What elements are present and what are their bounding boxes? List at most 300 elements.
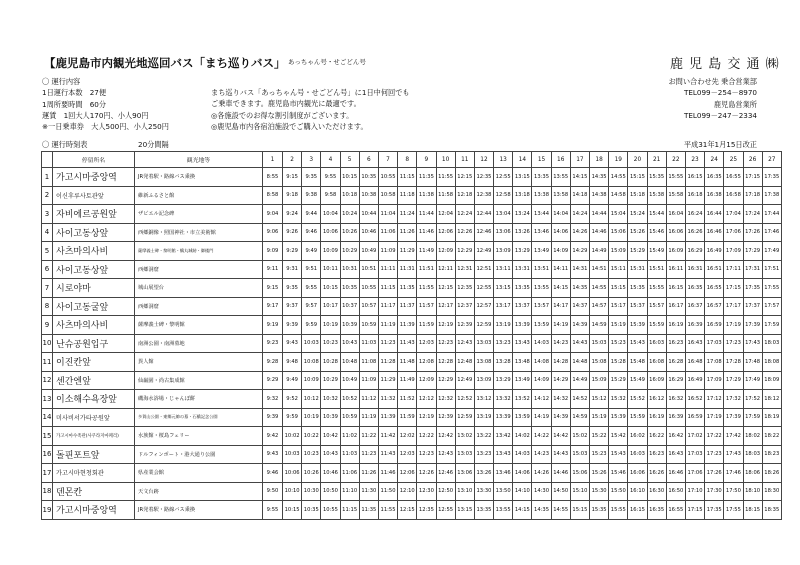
departure-time: 12:32 bbox=[436, 390, 455, 409]
departure-time: 14:06 bbox=[551, 223, 570, 242]
stop-name: 사츠마의사비 bbox=[53, 242, 135, 261]
departure-time: 14:03 bbox=[532, 334, 551, 353]
departure-time: 12:19 bbox=[417, 408, 436, 427]
departure-time: 11:39 bbox=[398, 316, 417, 335]
departure-time: 13:15 bbox=[513, 168, 532, 187]
departure-time: 13:06 bbox=[455, 464, 474, 483]
table-row bbox=[42, 242, 782, 261]
departure-time: 16:55 bbox=[724, 168, 743, 187]
stop-number: 15 bbox=[42, 427, 53, 446]
departure-time: 12:29 bbox=[455, 242, 474, 261]
departure-time: 10:50 bbox=[321, 482, 340, 501]
departure-time: 14:55 bbox=[551, 501, 570, 520]
stop-name: 난슈공원입구 bbox=[53, 334, 135, 353]
departure-time: 10:49 bbox=[340, 371, 359, 390]
departure-time: 12:15 bbox=[398, 501, 417, 520]
departure-time: 16:51 bbox=[705, 260, 724, 279]
departure-time: 16:10 bbox=[628, 482, 647, 501]
header-number bbox=[42, 152, 53, 168]
departure-time: 14:39 bbox=[570, 316, 589, 335]
departure-time: 10:29 bbox=[321, 371, 340, 390]
departure-time: 12:02 bbox=[398, 427, 417, 446]
departure-time: 16:46 bbox=[666, 464, 685, 483]
departure-time: 14:55 bbox=[609, 168, 628, 187]
departure-time: 9:31 bbox=[283, 260, 302, 279]
departure-time: 11:22 bbox=[359, 427, 378, 446]
header-run-number: 9 bbox=[417, 152, 436, 168]
stop-name: 센간엔앞 bbox=[53, 371, 135, 390]
stop-name: 가고시마현청회관 bbox=[53, 464, 135, 483]
departure-time: 13:03 bbox=[474, 334, 493, 353]
departure-time: 9:59 bbox=[302, 316, 321, 335]
departure-time: 17:35 bbox=[705, 501, 724, 520]
departure-time: 12:03 bbox=[398, 445, 417, 464]
departure-time: 18:06 bbox=[743, 464, 762, 483]
landmark: 西郷銅像・照国神社・市立美術館 bbox=[135, 223, 263, 242]
departure-time: 15:09 bbox=[609, 242, 628, 261]
departure-time: 17:08 bbox=[705, 353, 724, 372]
departure-time: 13:31 bbox=[513, 260, 532, 279]
departure-time: 16:24 bbox=[685, 205, 704, 224]
departure-time: 18:10 bbox=[743, 482, 762, 501]
departure-time: 13:23 bbox=[494, 334, 513, 353]
stop-name: 미사비서가타공원앞 bbox=[53, 408, 135, 427]
departure-time: 15:28 bbox=[609, 353, 628, 372]
departure-time: 17:39 bbox=[724, 408, 743, 427]
departure-time: 12:50 bbox=[436, 482, 455, 501]
departure-time: 18:15 bbox=[743, 501, 762, 520]
departure-time: 12:26 bbox=[455, 223, 474, 242]
departure-time: 17:12 bbox=[705, 390, 724, 409]
departure-time: 13:09 bbox=[494, 242, 513, 261]
departure-time: 11:52 bbox=[398, 390, 417, 409]
departure-time: 15:35 bbox=[647, 168, 666, 187]
departure-time: 12:26 bbox=[417, 464, 436, 483]
departure-time: 16:08 bbox=[647, 353, 666, 372]
departure-time: 12:49 bbox=[455, 371, 474, 390]
departure-time: 16:19 bbox=[666, 316, 685, 335]
departure-time: 14:31 bbox=[570, 260, 589, 279]
departure-time: 14:19 bbox=[532, 408, 551, 427]
departure-time: 10:59 bbox=[340, 408, 359, 427]
header-run-number: 14 bbox=[513, 152, 532, 168]
departure-time: 15:55 bbox=[666, 168, 685, 187]
departure-time: 11:04 bbox=[378, 205, 397, 224]
departure-time: 13:39 bbox=[513, 316, 532, 335]
departure-time: 12:46 bbox=[436, 464, 455, 483]
landmark: 西郷洞窟 bbox=[135, 297, 263, 316]
departure-time: 13:10 bbox=[455, 482, 474, 501]
departure-time: 11:43 bbox=[398, 334, 417, 353]
departure-time: 9:58 bbox=[321, 186, 340, 205]
stop-number: 11 bbox=[42, 353, 53, 372]
departure-time: 16:59 bbox=[705, 316, 724, 335]
departure-time: 16:46 bbox=[705, 223, 724, 242]
departure-time: 10:10 bbox=[283, 482, 302, 501]
table-row bbox=[42, 334, 782, 353]
stop-name: 이소해수욕장앞 bbox=[53, 390, 135, 409]
departure-time: 12:55 bbox=[474, 279, 493, 298]
departure-time: 17:31 bbox=[743, 260, 762, 279]
departure-time: 16:35 bbox=[685, 279, 704, 298]
departure-time: 9:42 bbox=[263, 427, 283, 446]
departure-time: 17:19 bbox=[724, 316, 743, 335]
departure-time: 10:09 bbox=[302, 371, 321, 390]
departure-time: 17:55 bbox=[724, 501, 743, 520]
departure-time: 13:22 bbox=[474, 427, 493, 446]
departure-time: 12:51 bbox=[474, 260, 493, 279]
departure-time: 15:15 bbox=[570, 501, 589, 520]
table-row bbox=[42, 501, 782, 520]
departure-time: 17:42 bbox=[724, 427, 743, 446]
stop-number: 17 bbox=[42, 464, 53, 483]
header-run-number: 8 bbox=[398, 152, 417, 168]
departure-time: 11:59 bbox=[417, 316, 436, 335]
departure-time: 13:03 bbox=[455, 445, 474, 464]
departure-time: 15:10 bbox=[570, 482, 589, 501]
departure-time: 10:39 bbox=[340, 316, 359, 335]
departure-time: 13:29 bbox=[513, 242, 532, 261]
departure-time: 15:02 bbox=[570, 427, 589, 446]
departure-time: 12:22 bbox=[417, 427, 436, 446]
departure-time: 11:15 bbox=[398, 168, 417, 187]
departure-time: 11:19 bbox=[378, 316, 397, 335]
departure-time: 17:46 bbox=[762, 223, 781, 242]
departure-time: 14:12 bbox=[532, 390, 551, 409]
departure-time: 13:09 bbox=[474, 371, 493, 390]
departure-time: 14:18 bbox=[570, 186, 589, 205]
header-run-number: 25 bbox=[724, 152, 743, 168]
departure-time: 13:58 bbox=[551, 186, 570, 205]
departure-time: 17:11 bbox=[724, 260, 743, 279]
header-run-number: 19 bbox=[609, 152, 628, 168]
header-run-number: 26 bbox=[743, 152, 762, 168]
departure-time: 15:29 bbox=[609, 371, 628, 390]
departure-time: 14:48 bbox=[570, 353, 589, 372]
departure-time: 13:39 bbox=[494, 408, 513, 427]
departure-time: 17:23 bbox=[705, 445, 724, 464]
departure-time: 12:08 bbox=[417, 353, 436, 372]
departure-time: 14:44 bbox=[590, 205, 609, 224]
departure-time: 17:10 bbox=[685, 482, 704, 501]
service-info bbox=[42, 76, 169, 132]
departure-time: 10:08 bbox=[302, 353, 321, 372]
departure-time: 15:03 bbox=[570, 445, 589, 464]
departure-time: 10:46 bbox=[359, 223, 378, 242]
table-row bbox=[42, 223, 782, 242]
departure-time: 13:32 bbox=[494, 390, 513, 409]
departure-time: 16:49 bbox=[685, 371, 704, 390]
departure-time: 10:19 bbox=[302, 408, 321, 427]
departure-time: 17:23 bbox=[724, 334, 743, 353]
departure-time: 9:48 bbox=[283, 353, 302, 372]
departure-time: 17:09 bbox=[724, 242, 743, 261]
departure-time: 13:46 bbox=[494, 464, 513, 483]
departure-time: 15:38 bbox=[647, 186, 666, 205]
departure-time: 10:02 bbox=[283, 427, 302, 446]
stop-number: 18 bbox=[42, 482, 53, 501]
stop-name: 이신후루사토관앞 bbox=[53, 186, 135, 205]
departure-time: 11:35 bbox=[398, 279, 417, 298]
departure-time: 10:15 bbox=[321, 279, 340, 298]
departure-time: 9:15 bbox=[283, 168, 302, 187]
departure-time: 13:15 bbox=[494, 279, 513, 298]
departure-time: 11:51 bbox=[417, 260, 436, 279]
departure-time: 12:04 bbox=[436, 205, 455, 224]
departure-time: 14:19 bbox=[551, 316, 570, 335]
departure-time: 15:50 bbox=[609, 482, 628, 501]
page-title: 【鹿児島市内観光地巡回バス「まち巡りバス」 bbox=[44, 56, 286, 70]
departure-time: 12:23 bbox=[417, 445, 436, 464]
departure-time: 12:59 bbox=[474, 316, 493, 335]
departure-time: 12:19 bbox=[436, 316, 455, 335]
pass-info-line: まち巡りバス「あっちゃん号・せごどん号」に1日中何回でも bbox=[211, 88, 410, 97]
departure-time: 15:46 bbox=[609, 464, 628, 483]
departure-time: 16:22 bbox=[647, 427, 666, 446]
header-stop: 停留所名 bbox=[53, 152, 135, 168]
departure-time: 15:59 bbox=[628, 408, 647, 427]
stop-number: 6 bbox=[42, 260, 53, 279]
departure-time: 13:30 bbox=[474, 482, 493, 501]
header-run-number: 13 bbox=[494, 152, 513, 168]
departure-time: 9:57 bbox=[302, 297, 321, 316]
table-row bbox=[42, 390, 782, 409]
landmark: JR発着駅・路線バス乗換 bbox=[135, 501, 263, 520]
departure-time: 15:44 bbox=[647, 205, 666, 224]
departure-time: 14:09 bbox=[551, 242, 570, 261]
departure-time: 13:43 bbox=[513, 334, 532, 353]
departure-time: 14:09 bbox=[532, 371, 551, 390]
departure-time: 14:23 bbox=[532, 445, 551, 464]
departure-time: 10:55 bbox=[321, 501, 340, 520]
departure-time: 9:19 bbox=[263, 316, 283, 335]
departure-time: 10:17 bbox=[321, 297, 340, 316]
departure-time: 15:26 bbox=[590, 464, 609, 483]
departure-time: 10:37 bbox=[340, 297, 359, 316]
departure-time: 9:38 bbox=[302, 186, 321, 205]
departure-time: 15:12 bbox=[590, 390, 609, 409]
departure-time: 16:12 bbox=[647, 390, 666, 409]
departure-time: 17:19 bbox=[705, 408, 724, 427]
departure-time: 14:29 bbox=[551, 371, 570, 390]
departure-time: 9:49 bbox=[283, 371, 302, 390]
header-run-number: 17 bbox=[570, 152, 589, 168]
departure-time: 10:35 bbox=[302, 501, 321, 520]
departure-time: 11:02 bbox=[340, 427, 359, 446]
departure-time: 14:11 bbox=[551, 260, 570, 279]
departure-time: 16:09 bbox=[647, 371, 666, 390]
departure-time: 14:02 bbox=[513, 427, 532, 446]
departure-time: 14:06 bbox=[513, 464, 532, 483]
departure-time: 13:08 bbox=[474, 353, 493, 372]
departure-time: 12:55 bbox=[494, 168, 513, 187]
stop-name: 시로야마 bbox=[53, 279, 135, 298]
departure-time: 17:38 bbox=[762, 186, 781, 205]
departure-time: 13:59 bbox=[532, 316, 551, 335]
departure-time: 16:39 bbox=[666, 408, 685, 427]
departure-time: 13:24 bbox=[513, 205, 532, 224]
departure-time: 13:44 bbox=[532, 205, 551, 224]
departure-time: 10:11 bbox=[321, 260, 340, 279]
landmark: 城山展望台 bbox=[135, 279, 263, 298]
departure-time: 13:59 bbox=[513, 408, 532, 427]
departure-time: 10:38 bbox=[359, 186, 378, 205]
departure-time: 16:18 bbox=[685, 186, 704, 205]
departure-time: 16:55 bbox=[666, 501, 685, 520]
departure-time: 17:57 bbox=[762, 297, 781, 316]
departure-time: 16:17 bbox=[666, 297, 685, 316]
day-pass: ※一日乗車券 大人500円、小人250円 bbox=[42, 122, 169, 132]
table-row bbox=[42, 168, 782, 187]
departure-time: 8:58 bbox=[263, 186, 283, 205]
contact-office: 鹿児島営業所 bbox=[713, 99, 757, 109]
header-run-number: 22 bbox=[666, 152, 685, 168]
departure-time: 18:09 bbox=[762, 371, 781, 390]
departure-time: 12:49 bbox=[474, 242, 493, 261]
departure-time: 17:51 bbox=[762, 260, 781, 279]
timetable bbox=[41, 151, 782, 520]
departure-time: 16:48 bbox=[685, 353, 704, 372]
departure-time: 18:30 bbox=[762, 482, 781, 501]
table-row bbox=[42, 279, 782, 298]
departure-time: 10:52 bbox=[340, 390, 359, 409]
departure-time: 10:22 bbox=[302, 427, 321, 446]
departure-time: 12:35 bbox=[455, 279, 474, 298]
departure-time: 17:29 bbox=[724, 371, 743, 390]
departure-time: 9:17 bbox=[263, 297, 283, 316]
departure-time: 17:49 bbox=[743, 371, 762, 390]
departure-time: 10:28 bbox=[321, 353, 340, 372]
departure-time: 14:55 bbox=[590, 279, 609, 298]
departure-time: 16:32 bbox=[666, 390, 685, 409]
departure-time: 9:06 bbox=[263, 223, 283, 242]
table-row bbox=[42, 445, 782, 464]
departure-time: 11:35 bbox=[359, 501, 378, 520]
departure-time: 16:09 bbox=[666, 242, 685, 261]
departure-time: 14:51 bbox=[590, 260, 609, 279]
departure-time: 11:35 bbox=[417, 168, 436, 187]
departure-time: 13:38 bbox=[532, 186, 551, 205]
departure-time: 15:32 bbox=[609, 390, 628, 409]
departure-time: 15:49 bbox=[628, 371, 647, 390]
departure-time: 13:42 bbox=[494, 427, 513, 446]
departure-time: 18:23 bbox=[762, 445, 781, 464]
departure-time: 16:35 bbox=[705, 168, 724, 187]
landmark: 維新ふるさと館 bbox=[135, 186, 263, 205]
departure-time: 12:44 bbox=[474, 205, 493, 224]
table-row bbox=[42, 371, 782, 390]
departure-time: 17:32 bbox=[724, 390, 743, 409]
departure-time: 15:39 bbox=[609, 408, 628, 427]
departure-time: 15:23 bbox=[590, 445, 609, 464]
departure-time: 10:43 bbox=[340, 334, 359, 353]
header-run-number: 18 bbox=[590, 152, 609, 168]
stop-name: 가고시마중앙역 bbox=[53, 501, 135, 520]
bus-names: あっちゃん号・せごどん号 bbox=[288, 58, 366, 66]
departure-time: 10:57 bbox=[359, 297, 378, 316]
departure-time: 14:08 bbox=[532, 353, 551, 372]
departure-time: 13:50 bbox=[494, 482, 513, 501]
departure-time: 15:55 bbox=[647, 279, 666, 298]
departure-time: 10:44 bbox=[359, 205, 378, 224]
departure-time: 17:59 bbox=[743, 408, 762, 427]
departure-time: 17:29 bbox=[743, 242, 762, 261]
departure-time: 17:52 bbox=[743, 390, 762, 409]
departure-time: 11:57 bbox=[417, 297, 436, 316]
departure-time: 15:59 bbox=[647, 316, 666, 335]
departure-time: 17:50 bbox=[724, 482, 743, 501]
departure-time: 11:29 bbox=[378, 371, 397, 390]
departure-time: 15:18 bbox=[628, 186, 647, 205]
departure-time: 15:48 bbox=[628, 353, 647, 372]
departure-time: 10:46 bbox=[321, 464, 340, 483]
departure-time: 10:12 bbox=[302, 390, 321, 409]
departure-time: 14:46 bbox=[590, 223, 609, 242]
departure-time: 10:48 bbox=[340, 353, 359, 372]
company-name: 鹿 児 島 交 通 ㈱ bbox=[670, 57, 780, 72]
departure-time: 12:29 bbox=[436, 371, 455, 390]
table-row bbox=[42, 482, 782, 501]
departure-time: 9:18 bbox=[283, 186, 302, 205]
departure-time: 13:49 bbox=[532, 242, 551, 261]
departure-time: 15:51 bbox=[647, 260, 666, 279]
departure-time: 9:09 bbox=[263, 242, 283, 261]
departure-time: 9:35 bbox=[302, 168, 321, 187]
departure-time: 15:26 bbox=[628, 223, 647, 242]
departure-time: 15:37 bbox=[628, 297, 647, 316]
departure-time: 11:43 bbox=[378, 445, 397, 464]
table-row bbox=[42, 186, 782, 205]
header-run-number: 16 bbox=[551, 152, 570, 168]
departure-time: 12:37 bbox=[455, 297, 474, 316]
departure-time: 18:08 bbox=[762, 353, 781, 372]
departure-time: 12:43 bbox=[436, 445, 455, 464]
departure-time: 11:10 bbox=[340, 482, 359, 501]
departure-time: 11:55 bbox=[378, 501, 397, 520]
departure-time: 9:55 bbox=[302, 279, 321, 298]
departure-time: 14:10 bbox=[513, 482, 532, 501]
departure-time: 9:35 bbox=[283, 279, 302, 298]
departure-time: 9:51 bbox=[302, 260, 321, 279]
table-row bbox=[42, 205, 782, 224]
departure-time: 18:03 bbox=[743, 445, 762, 464]
departure-time: 16:23 bbox=[666, 334, 685, 353]
departure-time: 9:29 bbox=[263, 371, 283, 390]
departure-time: 14:03 bbox=[513, 445, 532, 464]
departure-time: 13:19 bbox=[474, 408, 493, 427]
departure-time: 11:06 bbox=[378, 223, 397, 242]
departure-time: 11:42 bbox=[378, 427, 397, 446]
departure-time: 10:26 bbox=[340, 223, 359, 242]
departure-time: 11:37 bbox=[398, 297, 417, 316]
departure-time: 11:39 bbox=[378, 408, 397, 427]
departure-time: 12:03 bbox=[417, 334, 436, 353]
departure-time: 9:04 bbox=[263, 205, 283, 224]
departure-time: 15:06 bbox=[609, 223, 628, 242]
departure-time: 12:06 bbox=[436, 223, 455, 242]
departure-time: 12:06 bbox=[398, 464, 417, 483]
departure-time: 14:28 bbox=[551, 353, 570, 372]
departure-time: 12:23 bbox=[436, 334, 455, 353]
departure-time: 12:42 bbox=[436, 427, 455, 446]
stop-name: 가고시마수족관(사쿠라지마페리) bbox=[53, 427, 135, 446]
departure-time: 16:06 bbox=[666, 223, 685, 242]
departure-time: 15:29 bbox=[628, 242, 647, 261]
departure-time: 12:52 bbox=[455, 390, 474, 409]
departure-time: 16:49 bbox=[705, 242, 724, 261]
departure-time: 17:43 bbox=[724, 445, 743, 464]
departure-time: 16:26 bbox=[647, 464, 666, 483]
